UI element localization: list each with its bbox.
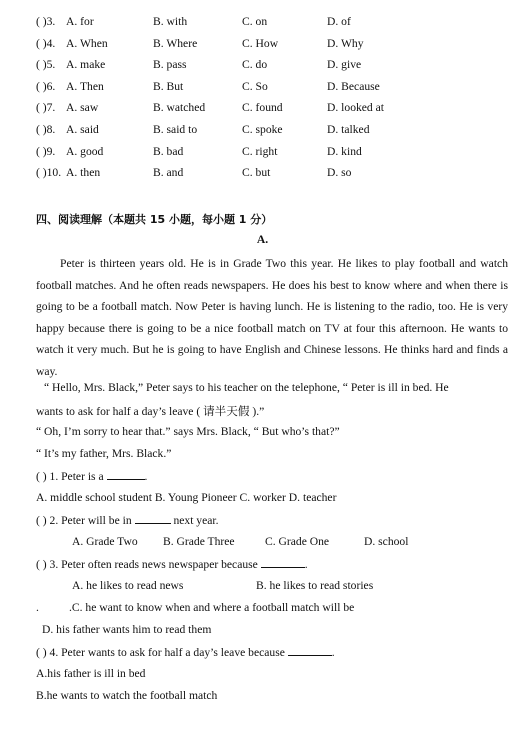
cloze-option-row (0, 15, 525, 31)
question-3-option-c: .C. he want to know when and where a football match will be (69, 601, 355, 614)
cloze-option-d: D. Why (327, 36, 364, 50)
cloze-option-c: C. on (242, 15, 268, 28)
answer-blank (288, 645, 332, 656)
question-2 (36, 513, 219, 527)
question-2-option-d: D. school (364, 535, 409, 548)
cloze-option-d: D. looked at (327, 101, 384, 115)
cloze-option-c: C. So (242, 79, 268, 93)
cloze-option-c: C. spoke (242, 123, 283, 136)
cloze-question-number: ( )4. (36, 36, 56, 50)
question-1-stem-end: . (144, 470, 148, 483)
question-2-stem: ( ) 2. Peter will be in (36, 514, 132, 527)
answer-blank (261, 557, 305, 568)
cloze-option-a: A. then (66, 166, 101, 180)
cloze-option-row (0, 123, 525, 139)
cloze-option-row (0, 145, 525, 161)
cloze-option-row (0, 58, 525, 74)
question-3-option-c-prefix: . (36, 601, 39, 614)
cloze-question-number: ( )10. (36, 166, 62, 180)
part-label: A. (256, 233, 269, 246)
question-4-option-a: A.his father is ill in bed (36, 667, 146, 680)
cloze-option-b: B. pass (153, 58, 187, 72)
cloze-option-c: C. do (242, 58, 268, 72)
cloze-option-d: D. of (327, 15, 351, 28)
cloze-option-c: C. How (242, 36, 279, 50)
dialogue-line: “ It’s my father, Mrs. Black.” (36, 447, 172, 460)
cloze-option-c: C. found (242, 101, 283, 115)
cloze-question-number: ( )7. (36, 101, 56, 115)
section-heading: 四、阅读理解（本题共 15 小题，每小题 1 分） (36, 213, 273, 226)
question-4-option-b: B.he wants to watch the football match (36, 689, 218, 702)
question-3-stem: ( ) 3. Peter often reads news newspaper because (36, 558, 258, 571)
cloze-option-d: D. talked (327, 123, 370, 136)
question-2-option-c: C. Grade One (265, 535, 330, 548)
cloze-option-a: A. for (66, 15, 94, 28)
cloze-option-b: B. bad (153, 144, 184, 158)
answer-blank (135, 513, 171, 524)
answer-blank (107, 469, 145, 480)
cloze-option-b: B. with (153, 15, 188, 28)
question-3 (36, 557, 308, 571)
dialogue-line: “ Oh, I’m sorry to hear that.” says Mrs. Black, “ But who’s that?” (36, 425, 340, 438)
cloze-option-row (0, 101, 525, 117)
cloze-question-number: ( )5. (36, 58, 56, 72)
cloze-option-b: B. said to (153, 123, 198, 136)
question-4-stem: ( ) 4. Peter wants to ask for half a day’s leave because (36, 646, 285, 659)
cloze-question-number: ( )9. (36, 144, 56, 158)
cloze-option-c: C. but (242, 166, 271, 180)
question-2-option-b: B. Grade Three (163, 535, 235, 548)
cloze-option-a: A. When (66, 36, 108, 50)
question-4-stem-end: . (331, 646, 335, 659)
cloze-option-row (0, 37, 525, 53)
dialogue-line: wants to ask for half a day’s leave ( 请半天假 ).” (36, 405, 265, 418)
cloze-option-c: C. right (242, 144, 278, 158)
cloze-option-b: B. Where (153, 36, 198, 50)
cloze-option-row (0, 166, 525, 182)
cloze-option-d: D. give (327, 58, 362, 72)
dialogue-line: “ Hello, Mrs. Black,” Peter says to his teacher on the telephone, “ Peter is ill in bed. He (44, 381, 449, 394)
question-3-stem-end: . (304, 558, 308, 571)
cloze-option-d: D. Because (327, 79, 380, 93)
question-2-stem-end: next year. (173, 514, 219, 527)
cloze-option-a: A. good (66, 144, 104, 158)
cloze-option-a: A. said (66, 123, 99, 136)
cloze-question-number: ( )3. (36, 15, 56, 28)
cloze-option-a: A. Then (66, 79, 104, 93)
cloze-option-b: B. and (153, 166, 184, 180)
cloze-option-a: A. saw (66, 101, 99, 115)
cloze-question-number: ( )6. (36, 79, 56, 93)
question-1-stem: ( ) 1. Peter is a (36, 470, 104, 483)
passage-paragraph: Peter is thirteen years old. He is in Grade Two this year. He likes to play football and watch football matches. And he often reads newspapers. He does his best to know where and when there is going to be a football match. Now Peter is having lunch. He is listening to the radio, too. He is very happy because there is going to be a nice football match on TV at four this afternoon. He wants to watch it very much. But he is going to have English and Chinese lessons. He thinks hard and finds a way. (36, 257, 508, 378)
question-3-option-d: D. his father wants him to read them (42, 623, 212, 636)
cloze-question-number: ( )8. (36, 123, 56, 136)
question-2-option-a: A. Grade Two (72, 535, 138, 548)
question-3-option-a: A. he likes to read news (72, 579, 184, 592)
question-1 (36, 469, 147, 483)
question-1-options: A. middle school student B. Young Pioneer C. worker D. teacher (36, 491, 337, 504)
cloze-option-b: B. watched (153, 101, 206, 115)
cloze-option-d: D. so (327, 166, 352, 180)
question-3-option-b: B. he likes to read stories (256, 579, 374, 592)
cloze-option-a: A. make (66, 58, 106, 72)
cloze-option-b: B. But (153, 79, 184, 93)
cloze-option-row (0, 80, 525, 96)
question-4 (36, 645, 335, 659)
cloze-option-d: D. kind (327, 144, 362, 158)
